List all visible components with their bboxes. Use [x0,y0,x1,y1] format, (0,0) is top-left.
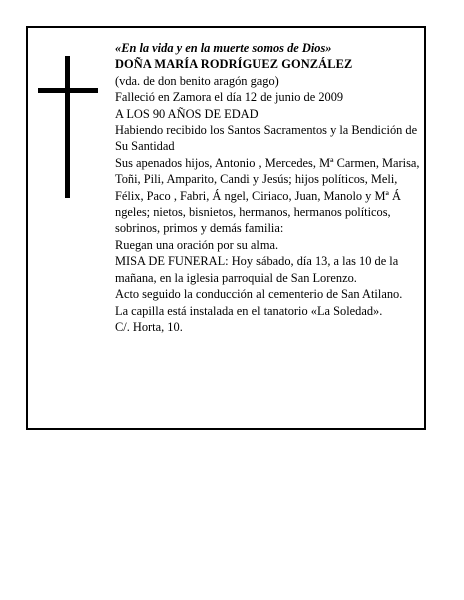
cross-horizontal-bar [38,88,98,93]
funeral-paragraph: MISA DE FUNERAL: Hoy sábado, día 13, a las 10 de la mañana, en la iglesia parroquial de San Lorenzo. [115,254,399,285]
sacraments-paragraph: Habiendo recibido los Santos Sacramentos y la Bendición de Su Santidad [115,123,418,154]
family-paragraph: Sus apenados hijos, Antonio , Mercedes, Mª Carmen, Marisa, Toñi, Pili, Amparito, Candi y Jesús; hijos políticos, Meli, Félix, Paco , Fabri, Á ngel, Ciriaco, Juan, Manolo y Mª Á ngeles; nietos, bisnietos, hermanos, hermanos políticos, sobrinos, primos y demás familia: [115,155,420,236]
notice-motto: «En la vida y en la muerte somos de Dios» [115,41,332,55]
deceased-name: DOÑA MARÍA RODRÍGUEZ GONZÁLEZ [115,57,353,72]
cross-icon [38,56,98,198]
death-line: Falleció en Zamora el día 12 de junio de 2009 [115,90,344,105]
chapel-line: La capilla está instalada en el tanatorio «La Soledad». [115,303,383,318]
address-line: C/. Horta, 10. [115,319,183,334]
notice-text [115,40,423,335]
burial-paragraph: Acto seguido la conducción al cementerio de San Atilano. [115,287,403,302]
cross-vertical-bar [65,56,70,198]
age-line: A LOS 90 AÑOS DE EDAD [115,106,259,121]
widow-of-line: (vda. de don benito aragón gago) [115,73,279,88]
prayer-line: Ruegan una oración por su alma. [115,237,279,252]
obituary-notice [26,26,426,430]
